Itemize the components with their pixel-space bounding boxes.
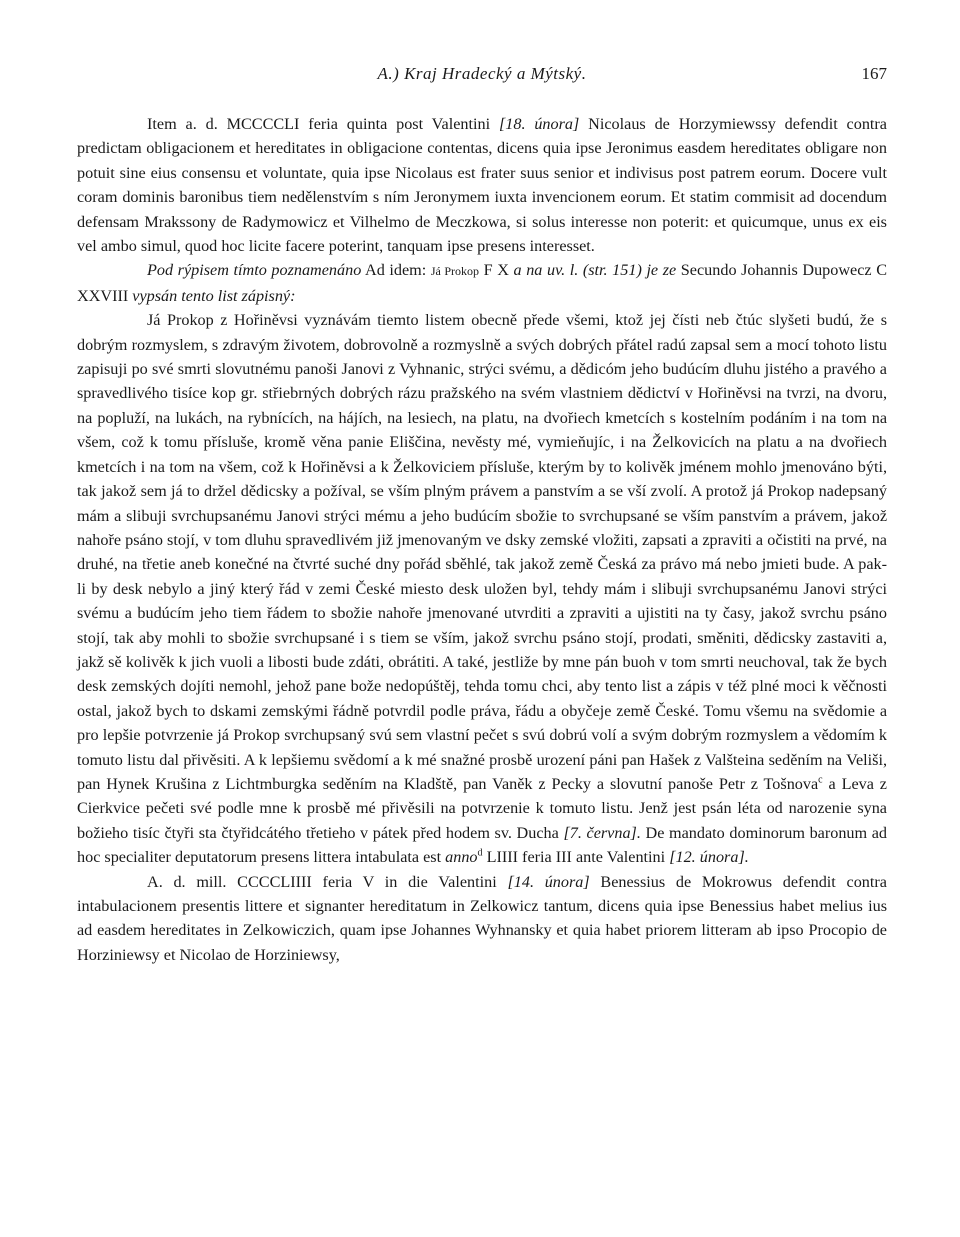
paragraph-item-horzymiewssy: Item a. d. MCCCCLI feria quinta post Valentini [18. února] Nicolaus de Horzymiewssy defendit contra predictam obligacionem et hereditates in obligacione contentas, dicens quia ipse Jeronimus easdem hereditates obligare non potuit sine eius consensu et voluntate, quia ipse Nicolaus est frater suus senior et indivisus post patrem eorum. Docere vult coram dominis baronibus tiem nedělenstvím s ním Jeronymem iuxta invencionem eorum. Et statim commisit ad docendum defensam Mrakssony de Radymowicz et Vilhelmo de Meczkowa, si solus interesse non poterit: et quicumque, unus ex eis vel ambo simul, quod hoc licite facere poterint, tanquam ipse presens interesset.: [77, 115, 887, 256]
paragraph-charter-prokop: Já Prokop z Hořiněvsi vyznávám tiemto listem obecně přede všemi, ktož jej čísti neb čtúc slyšeti budú, že s dobrým rozmyslem, s zdravým životem, dobrovolně a rozmyslně a svých dobrých přátel radú zapsal sem a mocí tohoto listu zapisuji po své smrti slovutnému panoši Janovi z Vyhnanic, strýci svému, a dědicóm jeho budúcím dluhu jistého a pravého a spravedlivého tisíce kop gr. střiebrných dobrých rázu pražského na svém vlastniem dědictví v Hořiněvsi na tvrzi, na dvoru, na popluží, na lukách, na rybnících, na hájích, na lesiech, na platu, na dvořiech kmetcích s kostelním podáním i na tom na všem, což k tomu přísluše, kromě věna panie Eliščina, nevěsty mé, vymieňujíc, i na Želkovicích na platu a na dvořiech kmetcích i na tom na všem, což k Hořiněvsi a k Želkoviciem přísluše, kterým by to kolivěk jménem mohlo jmenováno býti, tak jakož sem já to držel dědicsky a požíval, se vším plným právem a panstvím a se vší zvolí. A protož já Prokop nadepsaný mám a slibuji svrchupsanému Janovi strýci mému a jeho budúcím sbožie to svrchupsané se vším panstvím a právem, jakož nahoře psáno stojí, v tom dluhu spravedlivém již jmenovaným ve dsky zemské vložiti, zapsati a zpraviti a očistiti na prvé, na druhé, na třetie aneb konečné na čtvrté suché dny pořád sběhlé, tak jakož země Česká za právo má nebo jmieti bude. A pak-li by desk nebylo a jiný který řád v zemi České miesto desk uložen byl, tehdy mám i slibuji svrchupsanému Janovi strýci svému a budúcím jeho tiem řádem to sbožie nahoře jmenované utvrditi a zpraviti a ujistiti na ty časy, jakož svrchu psáno stojí, tak aby mohli to sbožie svrchupsané i s tiem se vším, jakož svrchu psáno stojí, prodati, směniti, dědicsky zastaviti a, jakž sě kolivěk k jich vuoli a libosti bude zdáti, obrátiti. A také, jestliže by mne pán buoh v tom smrti neuchoval, tak že bych desk zemských dojíti nemohl, jehož pane bože nedopúštěj, tehda tomu chci, aby tento list a zápis v též plné moci k věčnosti ostal, jakož bych to dskami zemskými řádně potvrdil podle práva, řádu a obyčeje země České. Tomu všemu na svědomie a pro lepšie potvrzenie já Prokop svrchupsaný svú sem vlastní pečet s svú dobrú volí a svým dobrým rozmyslem a vědomím k tomuto listu dal přivěsiti. A k lepšiemu svědomí a k mé snažné prosbě urození páni pan Hašek z Valšteina seděním na Veliši, pan Hynek Krušina z Lichtmburgka seděním na Kladště, pan Vaněk z Pecky a slovutní panoše Petr z Tošnova$^c$ a Leva z Cierkvice pečeti své podle mne k prosbě mé přivěsili na potvrzenie k tomuto listu. Jenž jest psán léta od narozenie syna božieho tisíc čtyři sta čtyřidcátého třetieho v pátek před hodem sv. Ducha [7. června]. De mandato dominorum baronum ad hoc specialiter deputatorum presens littera intabulata est anno$^d$ LIIII feria III ante Valentini [12. února].: [77, 311, 888, 867]
body-text: [77, 112, 887, 967]
running-title: A.) Kraj Hradecký a Mýtský.: [377, 64, 587, 83]
paragraph-note-rypis: Pod rýpisem tímto poznamenáno Ad idem: Já Prokop F X a na uv. l. (str. 151) je ze Secundo Johannis Dupowecz C XXVIII vypsán tento list zápisný:: [77, 261, 887, 305]
running-head: [77, 60, 887, 92]
paragraph-benessius: A. d. mill. CCCCLIIII feria V in die Valentini [14. února] Benessius de Mokrowus defendit contra intabulacionem presentis littere et signanter hereditatum in Zelkowicz tantum, dicens quia ipse Benessius habet melius ius ad easdem hereditates in Zelkowiczich, quam ipse Johannes Wyhnansky et quia habet priorem litteram ab ipso Procopio de Horziniewsy et Nicolao de Horziniewsy,: [77, 872, 887, 964]
page-number: 167: [861, 64, 887, 83]
document-page: [77, 60, 887, 967]
